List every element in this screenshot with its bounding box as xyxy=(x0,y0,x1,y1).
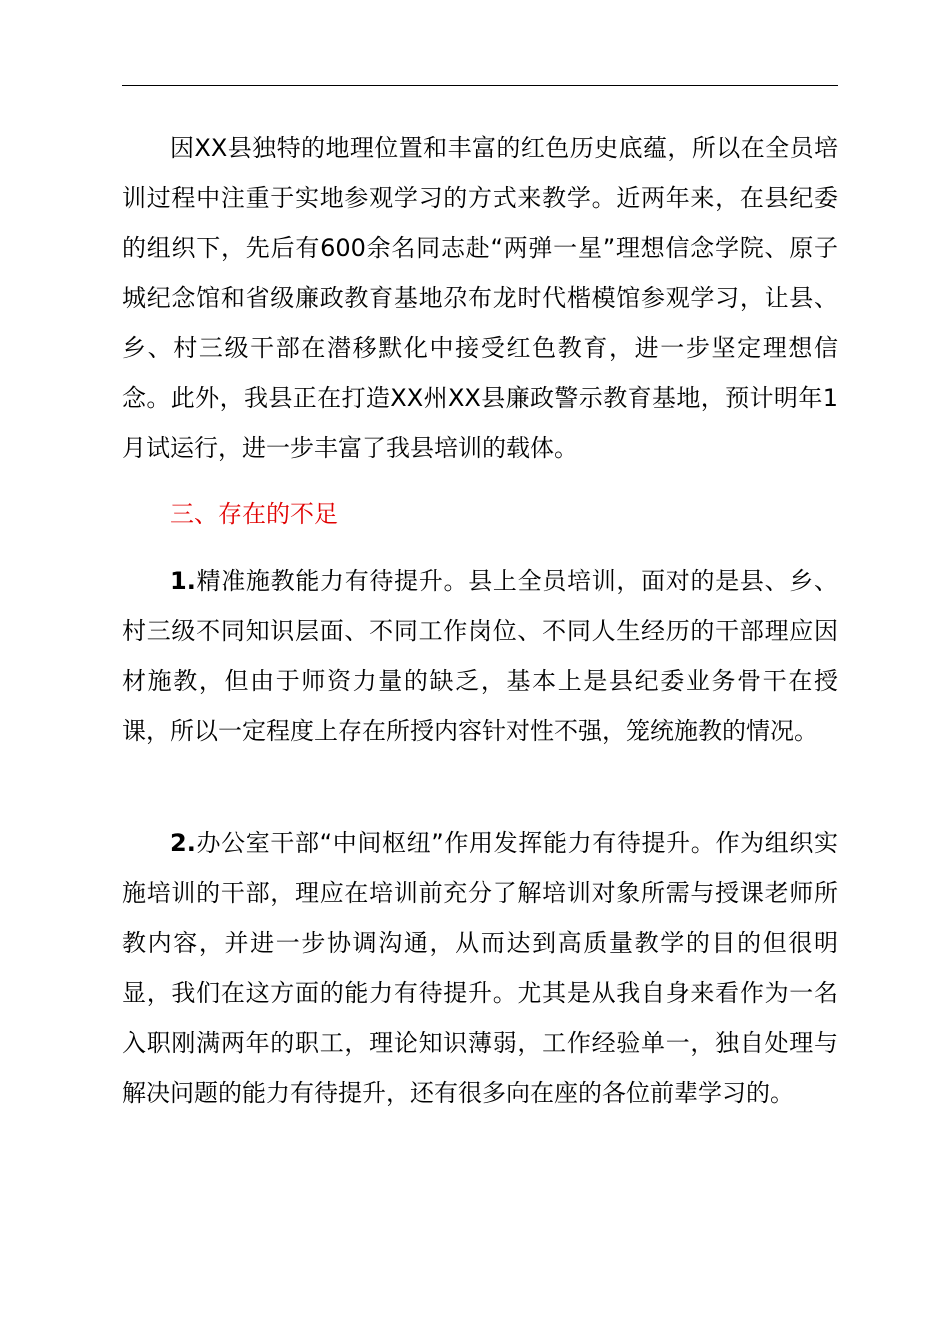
item-body-1: 县上全员培训，面对的是县、乡、村三级不同知识层面、不同工作岗位、不同人生经历的干部理应因材施教，但由于师资力量的缺乏，基本上是县纪委业务骨干在授课，所以一定程度上存在所授内容针对性不强，笼统施教的情况。 xyxy=(122,567,839,745)
item-title-2: 办公室干部“中间枢纽”作用发挥能力有待提升。 xyxy=(195,829,716,857)
paragraph-shortcoming-1 xyxy=(122,556,838,756)
paragraph-site-visits: 因XX县独特的地理位置和丰富的红色历史底蕴，所以在全员培训过程中注重于实地参观学习的方式来教学。近两年来，在县纪委的组织下，先后有600余名同志赴“两弹一星”理想信念学院、原子城纪念馆和省级廉政教育基地尕布龙时代楷模馆参观学习，让县、乡、村三级干部在潜移默化中接受红色教育，进一步坚定理想信念。此外，我县正在打造XX州XX县廉政警示教育基地，预计明年1月试运行，进一步丰富了我县培训的载体。 xyxy=(122,134,838,462)
section-heading-shortcomings: 三、存在的不足 xyxy=(170,500,338,528)
paragraph-shortcoming-2 xyxy=(122,818,838,1118)
item-body-2: 作为组织实施培训的干部，理应在培训前充分了解培训对象所需与授课老师所教内容，并进一步协调沟通，从而达到高质量教学的目的但很明显，我们在这方面的能力有待提升。尤其是从我自身来看作为一名入职刚满两年的职工，理论知识薄弱，工作经验单一，独自处理与解决问题的能力有待提升，还有很多向在座的各位前辈学习的。 xyxy=(122,829,838,1107)
item-number-2: 2. xyxy=(170,829,196,857)
header-rule xyxy=(122,85,838,86)
item-title-1: 精准施教能力有待提升。 xyxy=(195,567,469,595)
item-number-1: 1. xyxy=(170,567,196,595)
